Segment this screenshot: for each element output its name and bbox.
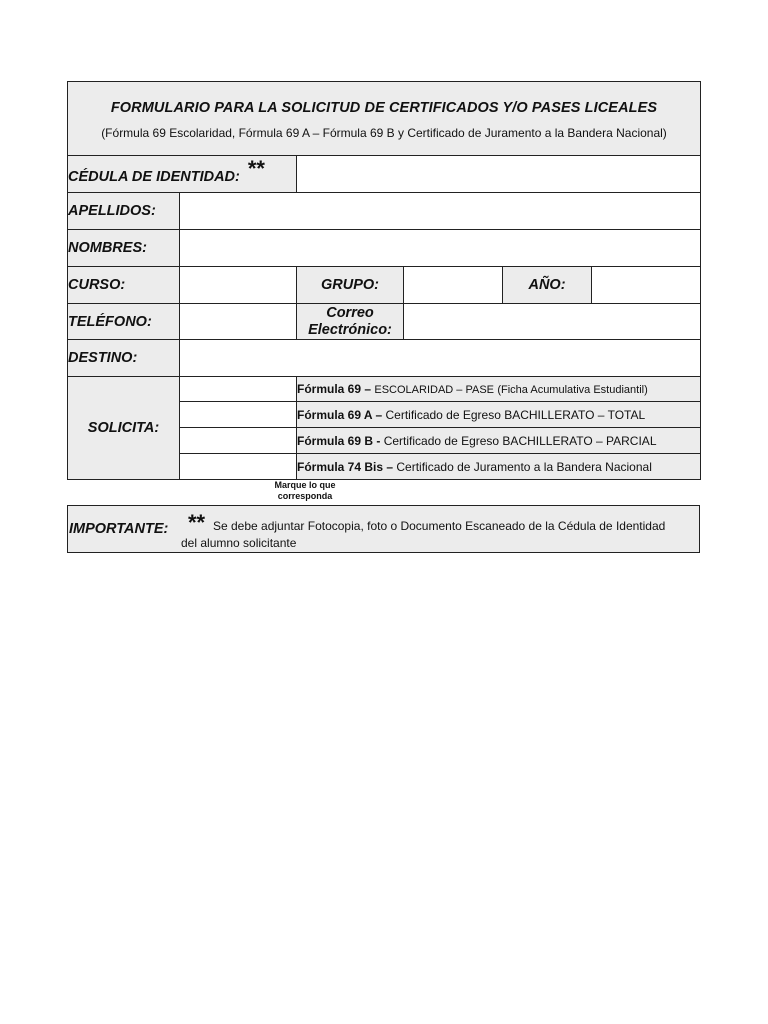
option-note: (Ficha Acumulativa Estudiantil): [497, 384, 648, 396]
solicita-label: SOLICITA:: [68, 377, 180, 480]
option-desc: Certificado de Egreso BACHILLERATO – TOTAL: [385, 407, 646, 422]
mark-note-line-1: Marque lo que: [274, 480, 336, 490]
grupo-field[interactable]: [404, 267, 503, 304]
grupo-label: GRUPO:: [297, 267, 404, 304]
important-marker: **: [188, 510, 206, 535]
option-code: Fórmula 74 Bis –: [297, 459, 394, 474]
important-text-line-1: Se debe adjuntar Fotocopia, foto o Documento Escaneado de la Cédula de Identidad: [213, 519, 666, 533]
important-notice: [67, 505, 700, 553]
option-code: Fórmula 69 A –: [297, 407, 383, 422]
option-formula-69a: [297, 402, 701, 428]
destino-field[interactable]: [180, 340, 701, 377]
correo-field[interactable]: [404, 304, 701, 340]
anio-label: AÑO:: [503, 267, 592, 304]
telefono-label: TELÉFONO:: [68, 304, 180, 340]
option-checkbox-formula-74bis[interactable]: [180, 454, 297, 480]
option-desc: ESCOLARIDAD – PASE: [374, 384, 494, 396]
option-formula-69: [297, 377, 701, 402]
important-text-line-2: del alumno solicitante: [181, 536, 297, 550]
certificate-request-form: [67, 81, 700, 550]
cedula-label: CÉDULA DE IDENTIDAD:: [68, 169, 240, 185]
option-checkbox-formula-69a[interactable]: [180, 402, 297, 428]
option-checkbox-formula-69[interactable]: [180, 377, 297, 402]
anio-field[interactable]: [592, 267, 701, 304]
option-desc: Certificado de Juramento a la Bandera Nacional: [396, 459, 652, 474]
telefono-field[interactable]: [180, 304, 297, 340]
nombres-label: NOMBRES:: [68, 230, 180, 267]
option-formula-74bis: [297, 454, 701, 480]
curso-label: CURSO:: [68, 267, 180, 304]
cedula-field[interactable]: [297, 156, 701, 193]
apellidos-field[interactable]: [180, 193, 701, 230]
nombres-field[interactable]: [180, 230, 701, 267]
option-formula-69b: [297, 428, 701, 454]
cedula-label-cell: [68, 156, 297, 193]
mark-note-line-2: corresponda: [277, 491, 333, 501]
correo-label: Correo Electrónico:: [297, 304, 404, 340]
mark-instruction-note: [267, 480, 343, 502]
option-desc: Certificado de Egreso BACHILLERATO – PARCIAL: [383, 433, 657, 448]
option-code: Fórmula 69 –: [297, 382, 372, 396]
important-label: IMPORTANTE:: [69, 521, 169, 537]
curso-field[interactable]: [180, 267, 297, 304]
option-code: Fórmula 69 B -: [297, 433, 381, 448]
form-subtitle: (Fórmula 69 Escolaridad, Fórmula 69 A – Fórmula 69 B y Certificado de Juramento a la Bandera Nacional): [101, 125, 667, 140]
form-title: FORMULARIO PARA LA SOLICITUD DE CERTIFICADOS Y/O PASES LICEALES: [110, 99, 658, 116]
apellidos-label: APELLIDOS:: [68, 193, 180, 230]
cedula-required-marker: **: [247, 156, 265, 181]
option-checkbox-formula-69b[interactable]: [180, 428, 297, 454]
form-table: [67, 81, 701, 480]
destino-label: DESTINO:: [68, 340, 180, 377]
form-header: [68, 82, 701, 156]
